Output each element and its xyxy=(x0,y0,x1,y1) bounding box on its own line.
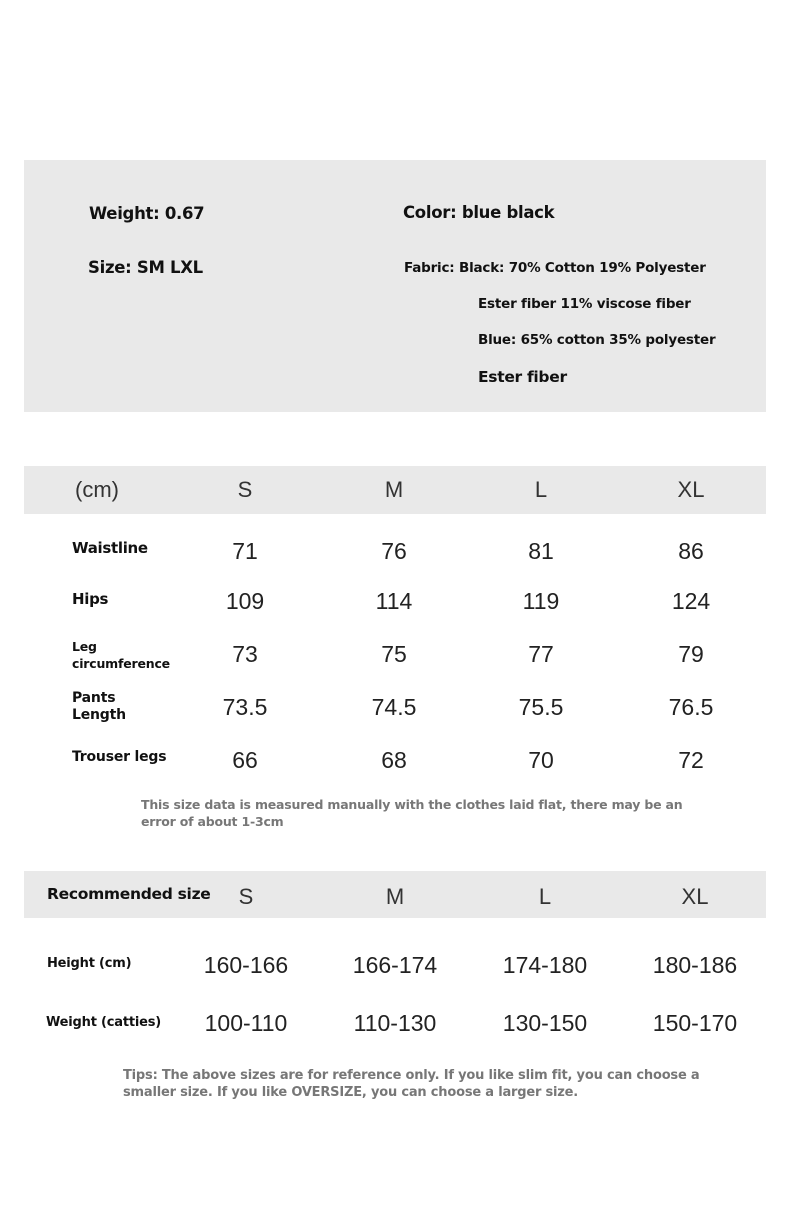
color-text: Color: blue black xyxy=(403,203,555,222)
size-col-l: L xyxy=(534,477,548,502)
row-label-trouser-legs: Trouser legs xyxy=(72,749,167,765)
table-cell: 73.5 xyxy=(222,694,268,720)
row-label-waistline: Waistline xyxy=(72,539,148,557)
table-cell: 75 xyxy=(381,641,407,667)
row-label-height: Height (cm) xyxy=(47,956,132,971)
size-col-xl: XL xyxy=(677,477,705,502)
tips-line: Tips: The above sizes are for reference only. If you like slim fit, you can choose a xyxy=(123,1068,700,1083)
table-cell: 109 xyxy=(225,588,265,614)
product-info-panel xyxy=(24,160,766,412)
row-label-hips: Hips xyxy=(72,590,109,608)
row-label-line: Length xyxy=(72,707,126,723)
size-note xyxy=(141,796,683,830)
fabric-line-2: Ester fiber 11% viscose fiber xyxy=(478,296,691,312)
size-col-s: S xyxy=(237,477,253,502)
table-cell: 75.5 xyxy=(518,694,564,720)
row-label-line: Leg xyxy=(72,639,97,654)
table-cell: 79 xyxy=(678,641,704,667)
table-cell: 68 xyxy=(381,747,407,773)
table-cell: 114 xyxy=(375,588,413,614)
size-col-m: M xyxy=(384,477,404,502)
note-line: error of about 1-3cm xyxy=(141,814,284,829)
note-line: This size data is measured manually with the clothes laid flat, there may be an xyxy=(141,797,683,812)
table-cell: 77 xyxy=(528,641,554,667)
row-label-pants-length xyxy=(72,690,126,724)
tips-note xyxy=(123,1067,699,1101)
fabric-line-4: Ester fiber xyxy=(478,368,567,386)
tips-line: smaller size. If you like OVERSIZE, you can choose a larger size. xyxy=(123,1085,579,1100)
table-cell: 150-170 xyxy=(652,1010,738,1036)
table-cell: 74.5 xyxy=(371,694,417,720)
recommend-col-l: L xyxy=(538,884,552,909)
row-label-line: circumference xyxy=(72,656,170,671)
table-cell: 76 xyxy=(381,538,407,564)
table-cell: 73 xyxy=(232,641,258,667)
table-cell: 174-180 xyxy=(502,952,588,978)
recommend-header-label: Recommended size xyxy=(47,885,211,903)
table-cell: 166-174 xyxy=(352,952,438,978)
table-cell: 110-130 xyxy=(353,1010,437,1036)
table-cell: 72 xyxy=(678,747,704,773)
table-cell: 124 xyxy=(671,588,711,614)
row-label-weight: Weight (catties) xyxy=(46,1015,162,1030)
table-cell: 180-186 xyxy=(652,952,738,978)
size-text: Size: SM LXL xyxy=(88,258,203,277)
size-unit-header: (cm) xyxy=(75,477,119,502)
row-label-leg-circumference xyxy=(72,638,170,672)
recommend-col-s: S xyxy=(238,884,254,909)
table-cell: 81 xyxy=(528,538,554,564)
table-cell: 71 xyxy=(232,538,258,564)
table-cell: 76.5 xyxy=(668,694,714,720)
table-cell: 100-110 xyxy=(204,1010,288,1036)
table-cell: 130-150 xyxy=(502,1010,588,1036)
fabric-line-3: Blue: 65% cotton 35% polyester xyxy=(478,332,716,348)
fabric-line-1: Fabric: Black: 70% Cotton 19% Polyester xyxy=(404,260,706,276)
weight-text: Weight: 0.67 xyxy=(89,204,205,223)
table-cell: 160-166 xyxy=(203,952,289,978)
row-label-line: Pants xyxy=(72,690,116,706)
table-cell: 66 xyxy=(232,747,258,773)
table-cell: 70 xyxy=(528,747,554,773)
table-cell: 86 xyxy=(678,538,704,564)
table-cell: 119 xyxy=(522,588,560,614)
recommend-col-m: M xyxy=(385,884,405,909)
recommend-col-xl: XL xyxy=(681,884,709,909)
